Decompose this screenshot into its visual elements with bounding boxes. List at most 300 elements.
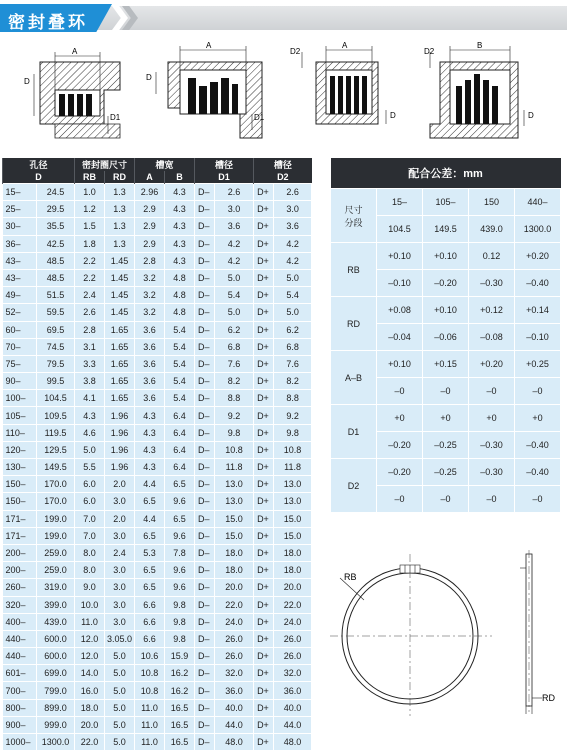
- table-cell: 10.8: [135, 682, 165, 699]
- tolerance-group-label: A–B: [331, 351, 377, 405]
- table-cell: 13.0: [215, 493, 254, 510]
- table-cell: D+: [254, 682, 274, 699]
- table-cell: 149.5: [37, 459, 75, 476]
- diagram-2: [146, 41, 265, 138]
- tolerance-upper-value: +0.20: [515, 243, 561, 270]
- table-cell: 74.5: [37, 338, 75, 355]
- table-cell: D–: [195, 459, 215, 476]
- table-cell: 43–: [3, 252, 37, 269]
- table-cell: D+: [254, 459, 274, 476]
- table-cell: 4.3: [135, 407, 165, 424]
- col-seal-size-header: 密封圈尺寸: [75, 158, 135, 171]
- table-cell: 32.0: [274, 665, 312, 682]
- table-cell: 11.0: [75, 613, 105, 630]
- table-row: [3, 544, 312, 561]
- table-cell: D–: [195, 304, 215, 321]
- table-cell: 1.3: [105, 218, 135, 235]
- table-cell: 1.45: [105, 304, 135, 321]
- table-cell: 1.3: [105, 184, 135, 201]
- table-cell: 11.8: [215, 459, 254, 476]
- table-cell: 260–: [3, 579, 37, 596]
- table-cell: 7.6: [215, 355, 254, 372]
- table-cell: 6.8: [274, 338, 312, 355]
- table-cell: 1.65: [105, 338, 135, 355]
- table-cell: 90–: [3, 373, 37, 390]
- tolerance-table-body: [331, 189, 561, 513]
- tolerance-upper-value: +0.10: [423, 243, 469, 270]
- table-cell: 2.0: [105, 476, 135, 493]
- tolerance-lower-value: –0: [377, 378, 423, 405]
- table-cell: D+: [254, 648, 274, 665]
- table-cell: 799.0: [37, 682, 75, 699]
- table-cell: 3.6: [135, 321, 165, 338]
- table-cell: 6.5: [165, 476, 195, 493]
- table-row: [3, 269, 312, 286]
- table-row: [3, 630, 312, 647]
- table-cell: D–: [195, 201, 215, 218]
- table-cell: 109.5: [37, 407, 75, 424]
- d2-label-d: D: [146, 73, 152, 82]
- table-row: [3, 734, 312, 750]
- table-cell: 75–: [3, 355, 37, 372]
- table-cell: D–: [195, 579, 215, 596]
- table-cell: D+: [254, 235, 274, 252]
- table-cell: D–: [195, 510, 215, 527]
- table-cell: 20.0: [75, 716, 105, 733]
- table-cell: 4.3: [165, 252, 195, 269]
- table-cell: 15.0: [274, 527, 312, 544]
- tolerance-upper-value: –0.20: [377, 459, 423, 486]
- table-cell: D+: [254, 613, 274, 630]
- table-cell: 171–: [3, 527, 37, 544]
- table-cell: D+: [254, 252, 274, 269]
- table-cell: D–: [195, 184, 215, 201]
- size-range-start: 150: [469, 189, 515, 216]
- table-row: [3, 252, 312, 269]
- tolerance-lower-value: –0: [469, 378, 515, 405]
- table-cell: 9.8: [165, 613, 195, 630]
- table-cell: 15–: [3, 184, 37, 201]
- table-cell: 4.3: [165, 201, 195, 218]
- col-rb: RB: [75, 171, 105, 184]
- table-cell: 11.0: [135, 734, 165, 750]
- table-cell: 6.5: [135, 579, 165, 596]
- table-cell: 6.5: [135, 562, 165, 579]
- table-cell: 1.3: [105, 201, 135, 218]
- table-cell: 79.5: [37, 355, 75, 372]
- d4-label-d: D: [528, 111, 534, 120]
- diagram-1: [24, 47, 121, 138]
- table-row: [3, 596, 312, 613]
- table-cell: 6.2: [274, 321, 312, 338]
- table-cell: D+: [254, 596, 274, 613]
- table-cell: 40.0: [274, 699, 312, 716]
- table-row: [3, 304, 312, 321]
- table-cell: 1.96: [105, 407, 135, 424]
- table-cell: 5.0: [274, 304, 312, 321]
- table-cell: 7.8: [165, 544, 195, 561]
- tolerance-upper-value: +0.14: [515, 297, 561, 324]
- table-cell: 699.0: [37, 665, 75, 682]
- table-row: [3, 682, 312, 699]
- table-cell: 1.45: [105, 269, 135, 286]
- table-cell: 440–: [3, 648, 37, 665]
- table-cell: 5.0: [75, 441, 105, 458]
- table-cell: 2.9: [135, 218, 165, 235]
- table-cell: 1.96: [105, 424, 135, 441]
- table-cell: 24.5: [37, 184, 75, 201]
- table-cell: 36.0: [215, 682, 254, 699]
- table-cell: 3.0: [105, 579, 135, 596]
- col-groove-dia1-header: 槽径: [195, 158, 254, 171]
- table-cell: 1.45: [105, 252, 135, 269]
- table-cell: D+: [254, 424, 274, 441]
- table-cell: 5.0: [215, 304, 254, 321]
- table-cell: 3.8: [75, 373, 105, 390]
- table-cell: 129.5: [37, 441, 75, 458]
- ring-rd-label: RD: [542, 693, 555, 703]
- table-cell: 4.4: [135, 510, 165, 527]
- table-cell: 7.6: [274, 355, 312, 372]
- table-cell: 6.5: [135, 527, 165, 544]
- table-cell: 8.8: [274, 390, 312, 407]
- table-cell: D–: [195, 665, 215, 682]
- table-cell: D+: [254, 321, 274, 338]
- table-cell: 8.0: [75, 544, 105, 561]
- table-cell: 6.6: [135, 630, 165, 647]
- tolerance-row-upper: [331, 459, 561, 486]
- table-cell: 16.0: [75, 682, 105, 699]
- table-cell: 26.0: [274, 630, 312, 647]
- table-cell: 4.3: [135, 424, 165, 441]
- tolerance-lower-value: –0: [515, 486, 561, 513]
- tolerance-lower-value: –0.30: [469, 432, 515, 459]
- table-row: [3, 407, 312, 424]
- table-cell: 8.2: [274, 373, 312, 390]
- table-cell: 32.0: [215, 665, 254, 682]
- table-cell: 3.0: [105, 562, 135, 579]
- size-range-end: 104.5: [377, 216, 423, 243]
- table-row: [3, 373, 312, 390]
- tolerance-group-label: D1: [331, 405, 377, 459]
- table-cell: 200–: [3, 562, 37, 579]
- tolerance-upper-value: +0.08: [377, 297, 423, 324]
- table-cell: 6.5: [165, 510, 195, 527]
- tolerance-upper-value: +0.10: [377, 243, 423, 270]
- table-cell: 8.8: [215, 390, 254, 407]
- table-cell: 13.0: [274, 476, 312, 493]
- table-cell: 18.0: [75, 699, 105, 716]
- table-cell: 2.6: [274, 184, 312, 201]
- table-cell: 3.0: [105, 596, 135, 613]
- tolerance-upper-value: +0: [469, 405, 515, 432]
- table-cell: 2.2: [75, 252, 105, 269]
- size-range-start: 105–: [423, 189, 469, 216]
- table-cell: 5.3: [135, 544, 165, 561]
- table-cell: 3.0: [215, 201, 254, 218]
- table-cell: 4.3: [135, 459, 165, 476]
- tolerance-upper-value: –0.40: [515, 459, 561, 486]
- table-cell: 48.0: [274, 734, 312, 750]
- table-cell: D+: [254, 476, 274, 493]
- table-row: [3, 441, 312, 458]
- col-d: D: [3, 171, 75, 184]
- table-cell: 999.0: [37, 716, 75, 733]
- table-row: [3, 338, 312, 355]
- table-cell: D+: [254, 338, 274, 355]
- tolerance-upper-value: +0.15: [423, 351, 469, 378]
- table-cell: 120–: [3, 441, 37, 458]
- table-cell: 5.0: [105, 699, 135, 716]
- table-cell: 5.0: [215, 269, 254, 286]
- tolerance-lower-value: –0: [377, 486, 423, 513]
- table-cell: 5.5: [75, 459, 105, 476]
- table-row: [3, 562, 312, 579]
- table-row: [3, 184, 312, 201]
- table-cell: 1.0: [75, 184, 105, 201]
- table-cell: D+: [254, 184, 274, 201]
- table-cell: D+: [254, 699, 274, 716]
- table-cell: 2.2: [75, 269, 105, 286]
- tolerance-table: [330, 158, 561, 513]
- table-cell: 16.5: [165, 716, 195, 733]
- table-cell: 5.0: [105, 648, 135, 665]
- table-cell: 6.8: [215, 338, 254, 355]
- tolerance-lower-value: –0.40: [515, 432, 561, 459]
- table-cell: 48.5: [37, 269, 75, 286]
- table-cell: 104.5: [37, 390, 75, 407]
- table-cell: 1.65: [105, 373, 135, 390]
- table-cell: 16.2: [165, 682, 195, 699]
- table-cell: 1.65: [105, 390, 135, 407]
- table-row: [3, 476, 312, 493]
- table-cell: 12.0: [75, 648, 105, 665]
- table-cell: 36–: [3, 235, 37, 252]
- tolerance-row-upper: [331, 405, 561, 432]
- table-cell: 1.96: [105, 459, 135, 476]
- table-cell: 3.6: [215, 218, 254, 235]
- table-cell: 150–: [3, 493, 37, 510]
- tolerance-upper-value: 0.12: [469, 243, 515, 270]
- col-bore-header: 孔径: [3, 158, 75, 171]
- tolerance-lower-value: –0.40: [515, 270, 561, 297]
- table-cell: 5.0: [274, 269, 312, 286]
- table-cell: 4.4: [135, 476, 165, 493]
- table-row: [3, 493, 312, 510]
- col-b: B: [165, 171, 195, 184]
- table-cell: 25–: [3, 201, 37, 218]
- table-cell: 600.0: [37, 648, 75, 665]
- dimension-table: [2, 158, 312, 750]
- table-cell: 9.8: [165, 630, 195, 647]
- table-cell: D–: [195, 287, 215, 304]
- table-cell: 15.9: [165, 648, 195, 665]
- table-cell: 15.0: [215, 510, 254, 527]
- table-cell: 3.3: [75, 355, 105, 372]
- groove-diagrams: [0, 34, 567, 154]
- table-cell: 4.3: [135, 441, 165, 458]
- table-cell: 3.6: [135, 338, 165, 355]
- table-cell: 3.0: [105, 493, 135, 510]
- tolerance-group-label: D2: [331, 459, 377, 513]
- table-cell: 9.2: [274, 407, 312, 424]
- table-cell: 69.5: [37, 321, 75, 338]
- table-cell: 2.9: [135, 235, 165, 252]
- table-cell: 9.6: [165, 579, 195, 596]
- table-cell: D+: [254, 665, 274, 682]
- table-cell: 4.2: [274, 235, 312, 252]
- table-cell: 29.5: [37, 201, 75, 218]
- table-cell: 9.8: [274, 424, 312, 441]
- table-cell: 4.8: [165, 287, 195, 304]
- section-header: [0, 0, 567, 34]
- table-cell: 16.2: [165, 665, 195, 682]
- tolerance-lower-value: –0.04: [377, 324, 423, 351]
- table-cell: 15.0: [215, 527, 254, 544]
- table-cell: 3.1: [75, 338, 105, 355]
- table-cell: 150–: [3, 476, 37, 493]
- tolerance-lower-value: –0: [515, 378, 561, 405]
- tolerance-lower-value: –0: [423, 378, 469, 405]
- table-row: [3, 648, 312, 665]
- table-cell: 20.0: [274, 579, 312, 596]
- table-cell: 15.0: [274, 510, 312, 527]
- table-cell: 60–: [3, 321, 37, 338]
- table-cell: D+: [254, 441, 274, 458]
- tolerance-lower-value: –0.06: [423, 324, 469, 351]
- table-cell: D–: [195, 648, 215, 665]
- table-cell: 49–: [3, 287, 37, 304]
- table-cell: 3.6: [135, 373, 165, 390]
- table-cell: D–: [195, 269, 215, 286]
- tolerance-row-upper: [331, 243, 561, 270]
- table-cell: 130–: [3, 459, 37, 476]
- table-cell: 1.96: [105, 441, 135, 458]
- tolerance-upper-value: +0.20: [469, 351, 515, 378]
- size-range-end: 1300.0: [515, 216, 561, 243]
- table-cell: 9.6: [165, 527, 195, 544]
- table-cell: D+: [254, 544, 274, 561]
- table-cell: 70–: [3, 338, 37, 355]
- table-cell: D+: [254, 716, 274, 733]
- table-cell: 900–: [3, 716, 37, 733]
- header-row-top: [3, 158, 312, 171]
- table-cell: 3.2: [135, 269, 165, 286]
- table-cell: 800–: [3, 699, 37, 716]
- table-cell: D+: [254, 407, 274, 424]
- table-cell: D–: [195, 544, 215, 561]
- table-cell: D+: [254, 734, 274, 750]
- table-cell: 4.2: [274, 252, 312, 269]
- table-cell: D+: [254, 304, 274, 321]
- table-cell: D–: [195, 235, 215, 252]
- table-cell: 4.3: [165, 218, 195, 235]
- col-groove-width-header: 槽宽: [135, 158, 195, 171]
- col-groove-dia2-header: 槽径: [254, 158, 312, 171]
- table-cell: 42.5: [37, 235, 75, 252]
- table-cell: 18.0: [274, 562, 312, 579]
- table-cell: 6.4: [165, 459, 195, 476]
- tolerance-lower-value: –0.08: [469, 324, 515, 351]
- table-cell: 6.6: [135, 613, 165, 630]
- table-cell: 16.5: [165, 734, 195, 750]
- table-cell: 170.0: [37, 493, 75, 510]
- table-cell: D–: [195, 373, 215, 390]
- table-cell: D+: [254, 630, 274, 647]
- table-cell: 10.8: [135, 665, 165, 682]
- table-cell: 51.5: [37, 287, 75, 304]
- table-cell: 170.0: [37, 476, 75, 493]
- d1-label-d1: D1: [110, 113, 121, 122]
- table-cell: 3.6: [135, 390, 165, 407]
- table-cell: 6.0: [75, 493, 105, 510]
- table-cell: 13.0: [274, 493, 312, 510]
- table-row: [3, 527, 312, 544]
- tolerance-lower-value: –0.20: [423, 270, 469, 297]
- table-cell: 2.4: [75, 287, 105, 304]
- table-cell: 600.0: [37, 630, 75, 647]
- table-cell: 26.0: [215, 648, 254, 665]
- table-cell: 3.6: [135, 355, 165, 372]
- table-cell: 10.8: [215, 441, 254, 458]
- table-cell: 5.0: [105, 665, 135, 682]
- table-cell: D+: [254, 269, 274, 286]
- section-title: 密封叠环: [8, 8, 88, 33]
- table-cell: 3.0: [105, 527, 135, 544]
- table-cell: 259.0: [37, 544, 75, 561]
- dimension-table-body: [3, 184, 312, 750]
- table-cell: 2.8: [75, 321, 105, 338]
- table-cell: D+: [254, 493, 274, 510]
- tolerance-lower-value: –0.10: [377, 270, 423, 297]
- table-cell: D–: [195, 613, 215, 630]
- size-segment-label: 尺寸 分段: [331, 189, 377, 243]
- tolerance-lower-value: –0: [469, 486, 515, 513]
- table-cell: 319.0: [37, 579, 75, 596]
- tolerance-upper-value: –0.25: [423, 459, 469, 486]
- table-cell: 119.5: [37, 424, 75, 441]
- table-cell: 4.3: [75, 407, 105, 424]
- table-cell: 16.5: [165, 699, 195, 716]
- tolerance-lower-value: –0.10: [515, 324, 561, 351]
- table-cell: 2.96: [135, 184, 165, 201]
- table-cell: D–: [195, 734, 215, 750]
- table-cell: 5.0: [105, 682, 135, 699]
- table-cell: 52–: [3, 304, 37, 321]
- table-cell: 48.0: [215, 734, 254, 750]
- table-cell: 6.6: [135, 596, 165, 613]
- table-cell: 399.0: [37, 596, 75, 613]
- table-cell: 12.0: [75, 630, 105, 647]
- table-cell: 199.0: [37, 510, 75, 527]
- table-cell: 9.6: [165, 562, 195, 579]
- table-cell: D–: [195, 441, 215, 458]
- table-cell: 9.0: [75, 579, 105, 596]
- table-cell: 2.8: [135, 252, 165, 269]
- table-cell: 8.0: [75, 562, 105, 579]
- table-cell: D+: [254, 287, 274, 304]
- table-cell: 6.5: [135, 493, 165, 510]
- table-cell: 22.0: [215, 596, 254, 613]
- size-row-top: [331, 189, 561, 216]
- table-cell: 11.8: [274, 459, 312, 476]
- tolerance-upper-value: +0: [377, 405, 423, 432]
- table-cell: D–: [195, 338, 215, 355]
- table-cell: 11.0: [135, 716, 165, 733]
- col-rd: RD: [105, 171, 135, 184]
- table-cell: 3.2: [135, 304, 165, 321]
- table-cell: 5.0: [105, 716, 135, 733]
